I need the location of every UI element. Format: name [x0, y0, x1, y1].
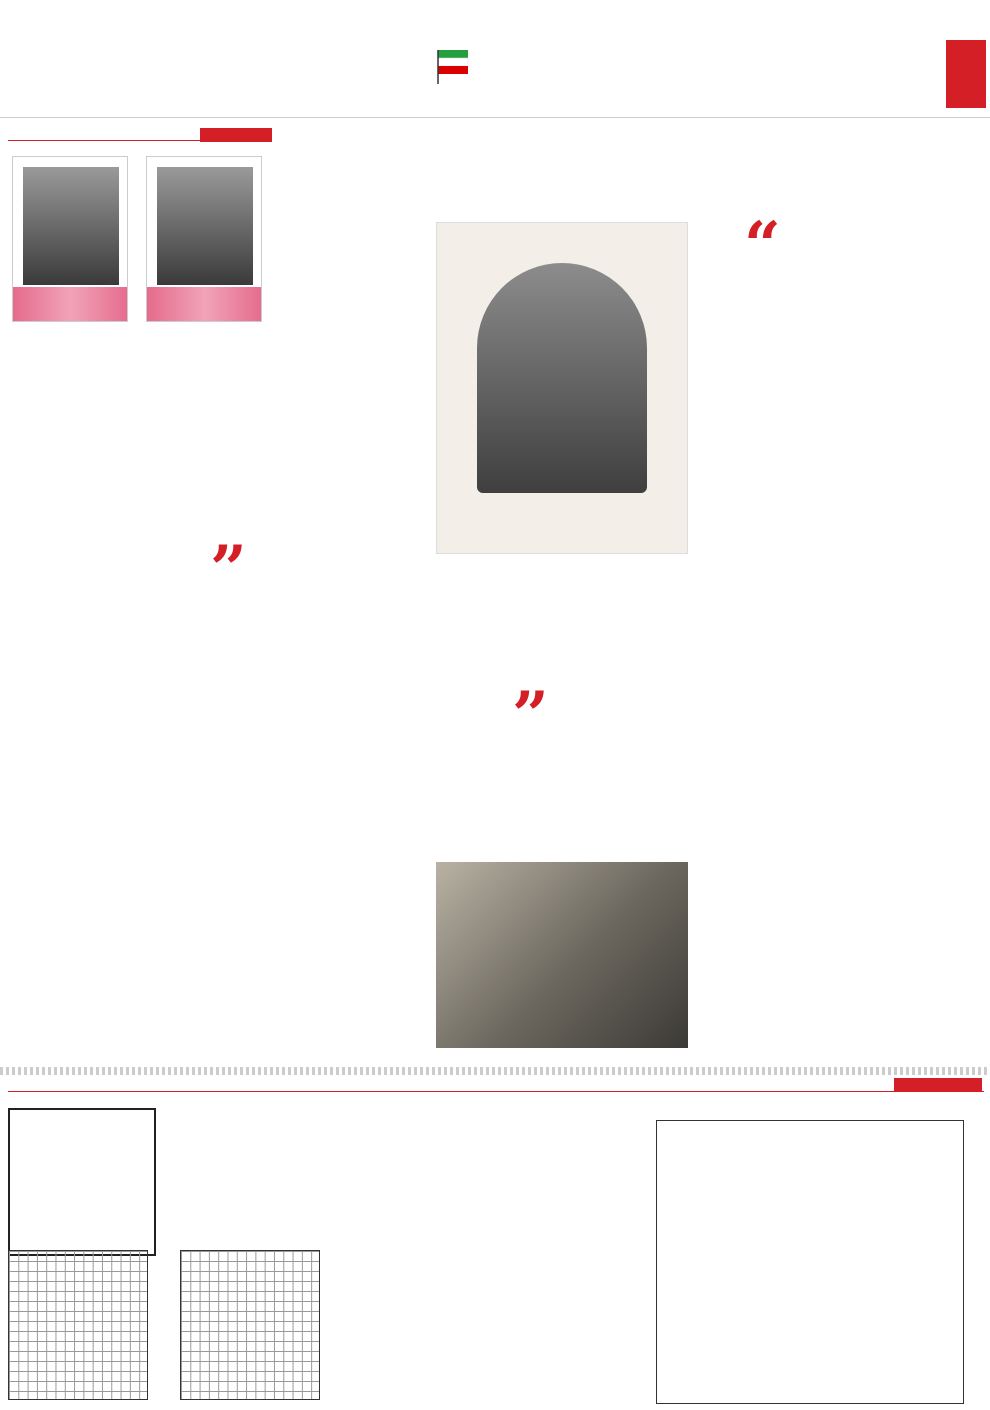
memory-divider [8, 140, 272, 141]
down-clues [352, 1288, 642, 1404]
flag-icon [434, 46, 474, 86]
page-header [0, 0, 990, 118]
answer-grid [180, 1250, 320, 1400]
article-column-2a [700, 392, 828, 812]
martyr-face [23, 167, 119, 285]
article-column-4a [436, 562, 560, 696]
article-column-5b [300, 384, 428, 684]
table-tag [894, 1078, 982, 1092]
quote-mark-icon: ” [512, 678, 549, 753]
quote-mark-icon: ” [210, 532, 247, 607]
quote-mark-icon: “ [744, 208, 781, 283]
article-column-5c [300, 688, 428, 1064]
memory-pullquote [146, 590, 272, 740]
martyr-photo-2 [12, 156, 128, 322]
memory-column-2a [8, 392, 138, 742]
crossword-grid[interactable] [656, 1120, 964, 1404]
memory-column-1a [146, 392, 272, 578]
answer-grid-2 [8, 1250, 148, 1400]
fighters-photo [436, 862, 688, 1048]
portrait-frame [477, 263, 647, 493]
article-column-2b [700, 816, 828, 1064]
article-pullquote-2 [436, 736, 688, 856]
memory-column-2b [8, 746, 138, 1040]
section-logo [430, 42, 560, 112]
table-divider [8, 1091, 984, 1092]
section-divider [0, 1067, 990, 1075]
article-pullquote-1 [700, 258, 828, 386]
memory-column-1b [146, 748, 272, 1040]
article-column-1b [836, 498, 982, 1064]
article-column-1a [836, 214, 982, 494]
across-clues [352, 1142, 642, 1268]
article-column-3a [568, 562, 688, 696]
portrait-photo [436, 222, 688, 554]
article-column-5a [300, 214, 428, 380]
flowers-decoration [13, 287, 128, 321]
martyr-face [157, 167, 253, 285]
newspaper-logo[interactable] [946, 40, 986, 108]
martyr-photo-1 [146, 156, 262, 322]
sudoku-grid[interactable] [8, 1108, 156, 1256]
flowers-decoration [147, 287, 262, 321]
